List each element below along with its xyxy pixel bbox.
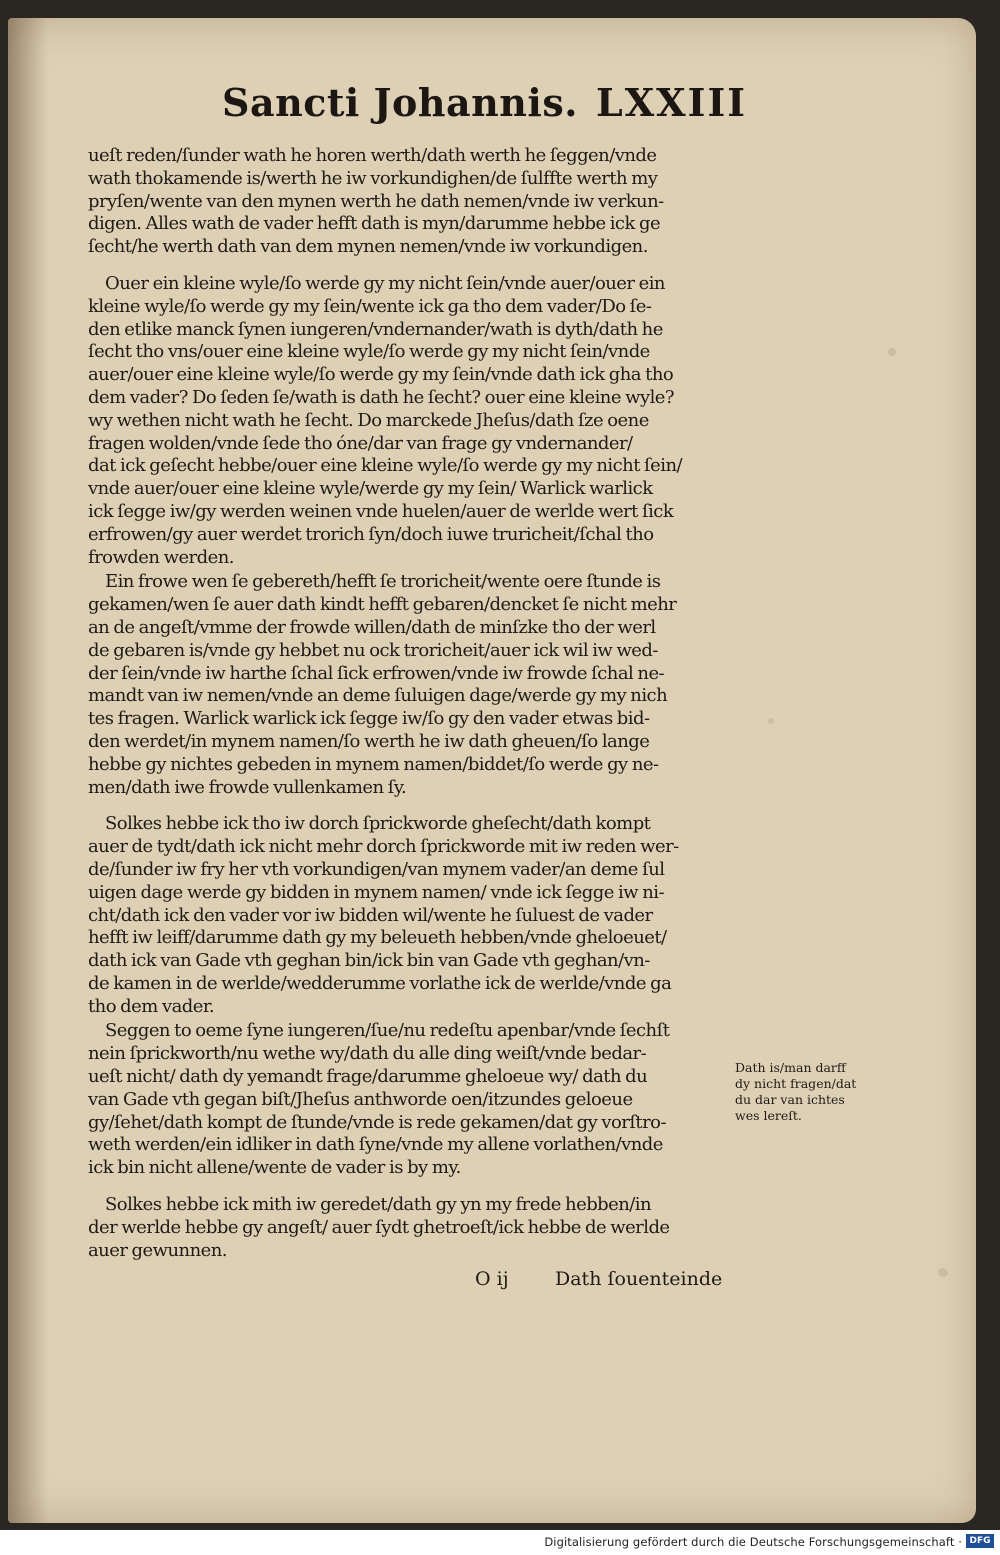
text-line: tho dem vader. [88,995,215,1017]
text-line: de kamen in de werlde/wedderumme vorlathe ick de werlde/vnde ga [88,972,672,994]
text-line: nein ſprickworth/nu wethe wy/dath du alle ding weiſt/vnde bedar- [88,1043,647,1065]
text-line: hebbe gy nichtes gebeden in mynem namen/biddet/ſo werde gy ne- [88,753,659,775]
text-line: auer gewunnen. [88,1239,227,1261]
marginal-note-line: dy nicht fragen/dat [735,1076,857,1091]
marginal-note-line: du dar van ichtes [735,1092,845,1107]
text-line: kleine wyle/ſo werde gy my ſein/wente ick ga tho dem vader/Do ſe- [88,295,652,317]
text-line: de gebaren is/vnde gy hebbet nu ock troricheit/auer ick wil iw wed- [88,639,658,661]
page-title: Sancti Johannis. [222,80,578,125]
text-line: frowden werden. [88,546,234,568]
text-line: ick bin nicht allene/wente de vader is by my. [88,1157,461,1179]
text-line: den werdet/in mynem namen/ſo werth he iw dath gheuen/ſo lange [88,730,650,752]
text-line: den etlike manck ſynen iungeren/vndernander/wath is dyth/dath he [88,318,663,340]
text-line: ueſt nicht/ dath dy yemandt frage/darumme gheloeue wy/ dath du [88,1066,648,1088]
marginal-note [735,1060,885,1124]
paragraph [88,813,743,1018]
text-line: ſecht/he werth dath van dem mynen nemen/vnde iw vorkundigen. [88,236,648,258]
folio-number: LXXIII [595,80,747,125]
text-line: dem vader? Do ſeden ſe/wath is dath he ſecht? ouer eine kleine wyle? [88,386,675,408]
text-line: fragen wolden/vnde ſede tho óne/dar van frage gy vndernander/ [88,432,633,454]
text-line: pryſen/wente van den mynen werth he dath nemen/vnde iw verkun- [88,190,664,212]
marginal-note-line: Dath is/man darff [735,1060,846,1075]
text-line: vnde auer/ouer eine kleine wyle/werde gy my ſein/ Warlick warlick [88,478,653,500]
text-line: ſecht tho vns/ouer eine kleine wyle/ſo werde gy my nicht ſein/vnde [88,341,650,363]
catchword: Dath ſouenteinde [555,1268,723,1290]
text-line: van Gade vth gegan biſt/Jheſus anthworde oen/itzundes geloeue [88,1088,633,1110]
page-gutter-shadow [8,18,48,1523]
text-line: weth werden/ein idliker in dath ſyne/vnde my allene vorlathen/vnde [88,1134,663,1156]
text-line: mandt van iw nemen/vnde an deme ſuluigen dage/werde gy my nich [88,685,668,707]
text-line: cht/dath ick den vader vor iw bidden wil/wente he ſuluest de vader [88,904,653,926]
paragraph [88,571,743,799]
foxing-spot [768,718,774,724]
text-line: wath thokamende is/werth he iw vorkundighen/de ſulffte werth my [88,167,658,189]
running-head [222,80,747,138]
text-line: Ein frowe wen ſe gebereth/hefft ſe troricheit/wente oere ſtunde is [105,571,661,593]
text-line: dat ick geſecht hebbe/ouer eine kleine wyle/ſo werde gy my nicht ſein/ [88,455,683,477]
paragraph [88,273,743,569]
text-line: ueſt reden/ſunder wath he horen werth/dath werth he ſeggen/vnde [88,145,657,166]
foxing-spot [888,348,896,356]
text-line: Ouer ein kleine wyle/ſo werde gy my nicht ſein/vnde auer/ouer ein [105,272,665,294]
text-line: tes fragen. Warlick warlick ick ſegge iw/ſo gy den vader etwas bid- [88,708,650,730]
text-line: auer/ouer eine kleine wyle/ſo werde gy my ſein/vnde dath ick gha tho [88,364,674,386]
text-line: an de angeſt/vmme der frowde willen/dath de minſzke tho der werl [88,616,656,638]
text-line: dath ick van Gade vth geghan bin/ick bin van Gade vth geghan/vn- [88,950,650,972]
paragraph [88,1020,743,1180]
text-line: wy wethen nicht wath he ſecht. Do marckede Jheſus/dath ſze oene [88,409,649,431]
dfg-logo: DFG [966,1534,994,1548]
text-line: gy/ſehet/dath kompt de ſtunde/vnde is rede gekamen/dat gy vorſtro- [88,1111,666,1133]
text-line: erfrowen/gy auer werdet trorich ſyn/doch iuwe truricheit/ſchal tho [88,523,654,545]
text-line: uigen dage werde gy bidden in mynem namen/ vnde ick ſegge iw ni- [88,881,664,903]
text-line: Solkes hebbe ick mith iw geredet/dath gy yn my frede hebben/in [105,1194,652,1216]
text-line: Seggen to oeme ſyne iungeren/ſue/nu redeſtu apenbar/vnde ſechſt [105,1020,670,1042]
text-line: hefft iw leiff/darumme dath gy my beleueth hebben/vnde gheloeuet/ [88,927,667,949]
text-line: de/ſunder iw fry her vth vorkundigen/van mynem vader/an deme ſul [88,858,665,880]
text-line: der ſein/vnde iw harthe ſchal ſick erfrowen/vnde iw frowde ſchal ne- [88,662,665,684]
text-line: auer de tydt/dath ick nicht mehr dorch ſprickworde mit iw reden wer- [88,836,679,858]
marginal-note-line: wes lereſt. [735,1108,802,1123]
text-line: Solkes hebbe ick tho iw dorch ſprickworde gheſecht/dath kompt [105,813,651,835]
text-line: gekamen/wen ſe auer dath kindt hefft gebaren/dencket ſe nicht mehr [88,594,677,616]
paragraph [88,145,743,259]
paragraph [88,1194,743,1262]
text-line: ick ſegge iw/gy werden weinen vnde huelen/auer de werlde wert ſick [88,500,674,522]
funding-credit: Digitalisierung gefördert durch die Deutsche Forschungsgemeinschaft · [544,1535,962,1549]
text-line: digen. Alles wath de vader hefft dath is myn/darumme hebbe ick ge [88,213,661,235]
foxing-spot [938,1268,948,1277]
catchline [475,1268,755,1294]
text-line: der werlde hebbe gy angeſt/ auer ſydt ghetroeſt/ick hebbe de werlde [88,1216,670,1238]
signature-mark: O ij [475,1268,509,1290]
text-line: men/dath iwe frowde vullenkamen ſy. [88,776,407,798]
main-text-column [88,145,743,1262]
